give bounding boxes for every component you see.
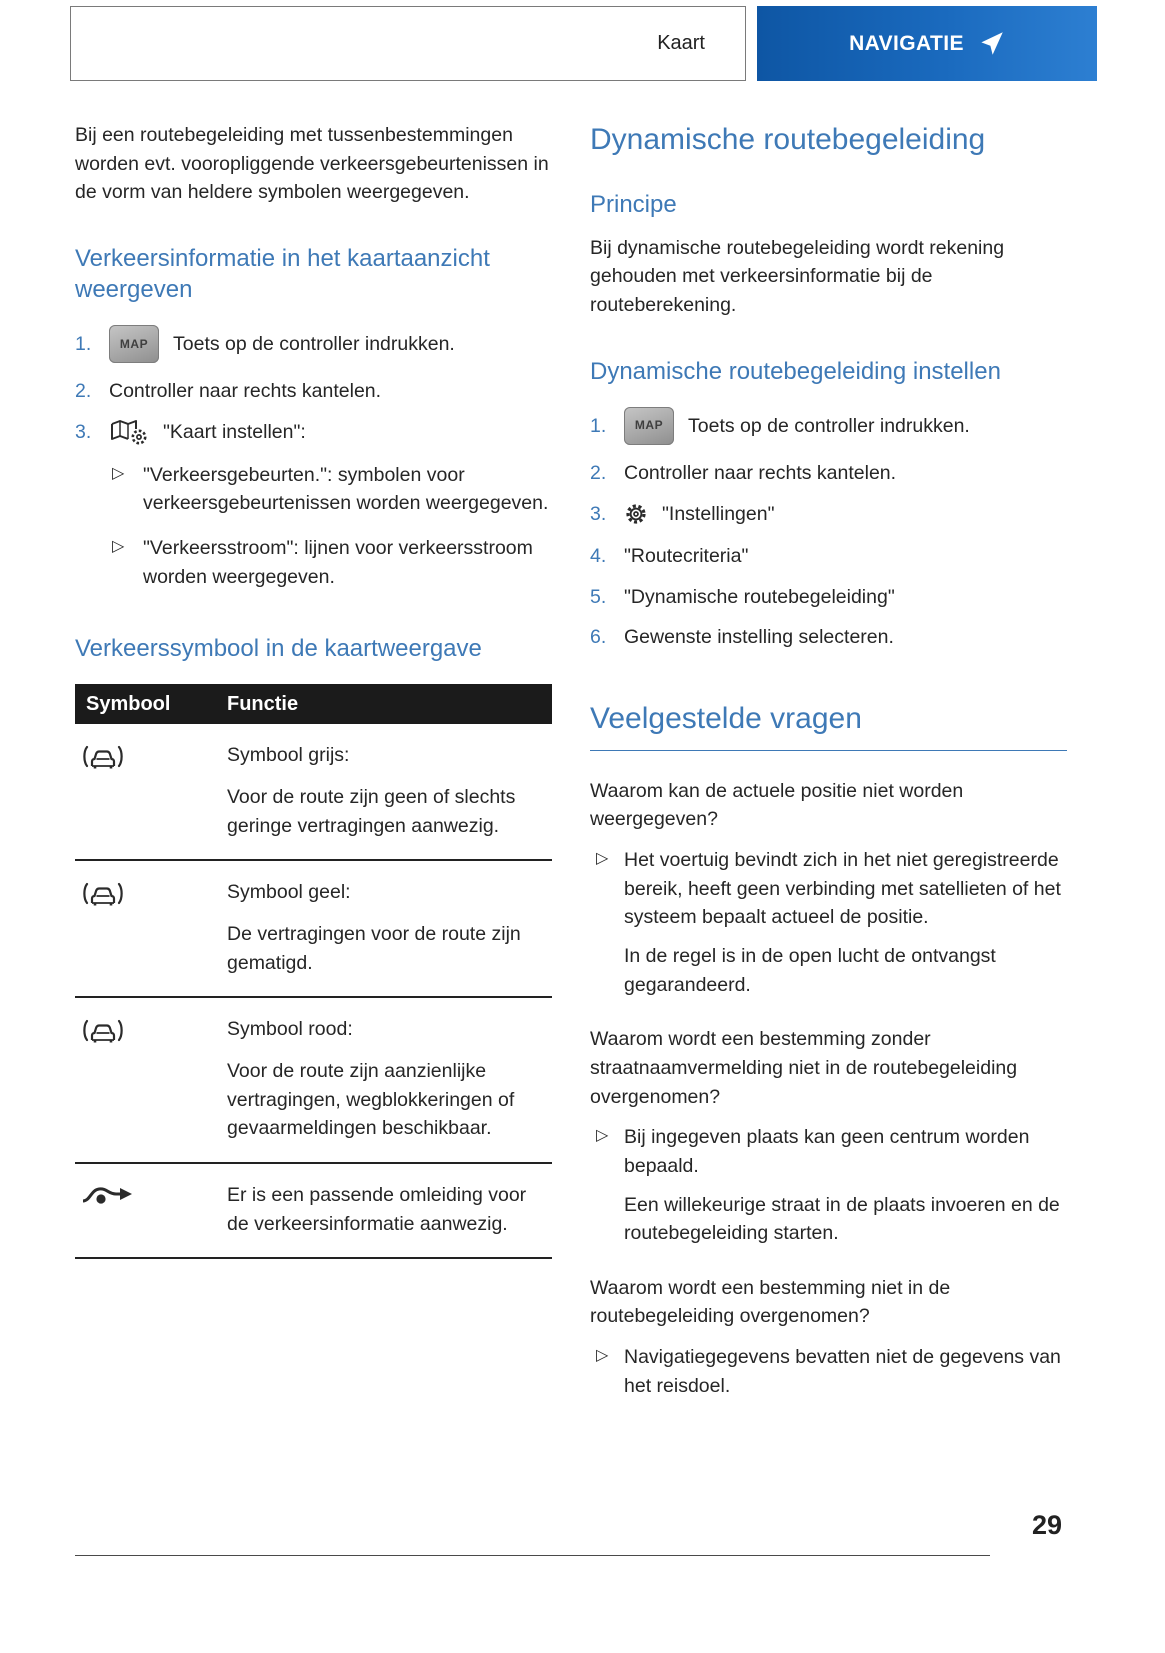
breadcrumb: Kaart [657,32,705,54]
table-header [75,684,552,724]
triangle-bullet-icon: ▷ [596,1347,609,1365]
traffic-jam-icon [75,878,227,977]
list-item [590,459,1067,488]
heading-faq: Veelgestelde vragen [590,700,1067,751]
right-column [590,121,1067,1410]
list-item [75,377,552,406]
traffic-jam-icon [75,741,227,840]
step-number: 1. [590,414,607,437]
section-title: NAVIGATIE [849,31,964,55]
detour-icon [75,1181,227,1238]
heading-traffic-info: Verkeersinformatie in het kaartaanzicht weergeven [75,244,490,304]
heading-principle: Principe [590,190,677,218]
step-number: 2. [590,461,607,484]
list-item [75,325,552,363]
step-text: Controller naar rechts kantelen. [109,380,382,403]
table-row [75,996,552,1162]
step-number: 5. [590,585,607,608]
list-item [112,461,552,518]
faq-answer [596,846,1067,932]
step-number: 6. [590,626,607,649]
substep-text: "Verkeersgebeurten.": symbolen voor verkeersgebeurtenissen worden weergegeven. [143,463,549,515]
breadcrumb-box [70,6,746,81]
table-cell [227,1015,552,1143]
table-row [75,859,552,996]
symbol-title: Symbool geel: [227,881,351,904]
table-cell [227,878,552,977]
faq-answer [596,1123,1067,1180]
list-item [590,623,1067,652]
page-header [70,6,1097,81]
faq-question: Waarom wordt een bestemming zonder straatnaamvermelding niet in de routebegeleiding overgenomen? [590,1028,1018,1108]
map-button-label: MAP [634,418,664,433]
step-text: Toets op de controller indrukken. [688,414,970,437]
triangle-bullet-icon: ▷ [596,1127,609,1145]
step-number: 2. [75,380,92,403]
list-item [590,500,1067,529]
column-header-symbol: Symbool [86,692,171,715]
substep-text: "Verkeersstroom": lijnen voor verkeersstroom worden weergegeven. [143,536,533,588]
faq-answer [596,1343,1067,1400]
list-item [590,583,1067,612]
section-banner [757,6,1097,81]
symbol-desc: Voor de route zijn aanzienlijke vertragingen, wegblokkeringen of gevaarmeldingen beschikbaar. [227,1060,515,1140]
map-settings-icon [109,418,149,446]
step-number: 4. [590,545,607,568]
page-content [75,121,1165,1410]
faq-note: Een willekeurige straat in de plaats invoeren en de routebegeleiding starten. [624,1193,1060,1245]
heading-dynamic-routing: Dynamische routebegeleiding [590,123,986,156]
step-text: Controller naar rechts kantelen. [624,461,897,484]
heading-traffic-symbol: Verkeerssymbool in de kaartweergave [75,635,482,663]
step-text: "Kaart instellen": [163,421,306,443]
step-number: 1. [75,333,92,356]
faq-section [590,777,1067,1401]
principle-paragraph: Bij dynamische routebegeleiding wordt rekening gehouden met verkeersinformatie bij de routeberekening. [590,236,1005,316]
symbol-desc: Er is een passende omleiding voor de verkeersinformatie aanwezig. [227,1184,527,1235]
step-text: "Instellingen" [662,502,775,525]
step-text: Toets op de controller indrukken. [173,333,455,356]
list-item [112,534,552,591]
step-number: 3. [75,421,92,443]
symbol-desc: Voor de route zijn geen of slechts geringe vertragingen aanwezig. [227,786,516,837]
traffic-steps-list [75,325,552,591]
step-text: Gewenste instelling selecteren. [624,626,894,649]
faq-answer-text: Bij ingegeven plaats kan geen centrum worden bepaald. [624,1126,1030,1177]
navigation-arrow-icon [978,30,1005,57]
triangle-bullet-icon: ▷ [596,849,609,867]
intro-paragraph: Bij een routebegeleiding met tussenbestemmingen worden evt. vooropliggende verkeersgebeurtenissen in de vorm van heldere symbolen weergegeven. [75,124,549,204]
faq-note: In de regel is in de open lucht de ontvangst gegarandeerd. [624,944,996,996]
table-row [75,1162,552,1257]
table-cell [227,741,552,840]
step-text: "Dynamische routebegeleiding" [624,585,895,608]
step-number: 3. [590,502,607,525]
list-item [590,542,1067,571]
faq-answer-text: Het voertuig bevindt zich in het niet geregistreerde bereik, heeft geen verbinding met satellieten of het systeem bepaalt actueel de positie. [624,848,1061,929]
list-item [75,418,552,447]
faq-question: Waarom kan de actuele positie niet worden weergegeven? [590,779,964,831]
map-button-icon [624,407,674,445]
table-cell [227,1181,552,1238]
traffic-jam-icon [75,1015,227,1143]
footer-divider [75,1555,990,1556]
triangle-bullet-icon: ▷ [112,537,125,555]
table-row [75,724,552,859]
list-item [590,407,1067,445]
symbol-desc: De vertragingen voor de route zijn gematigd. [227,923,521,974]
step-text: "Routecriteria" [624,545,749,568]
faq-answer-text: Navigatiegegevens bevatten niet de gegevens van het reisdoel. [624,1346,1061,1397]
left-column [75,121,552,1410]
triangle-bullet-icon: ▷ [112,464,125,482]
map-button-label: MAP [119,336,149,351]
symbol-title: Symbool rood: [227,1018,353,1041]
setup-steps-list [590,407,1067,652]
gear-icon [624,502,648,526]
heading-dynamic-setup: Dynamische routebegeleiding instellen [590,357,1001,385]
page-number: 29 [1031,1510,1062,1540]
symbol-table [75,684,552,1259]
column-header-function: Functie [227,692,299,715]
faq-question: Waarom wordt een bestemming niet in de routebegeleiding overgenomen? [590,1276,951,1328]
map-button-icon [109,325,159,363]
symbol-title: Symbool grijs: [227,744,350,767]
